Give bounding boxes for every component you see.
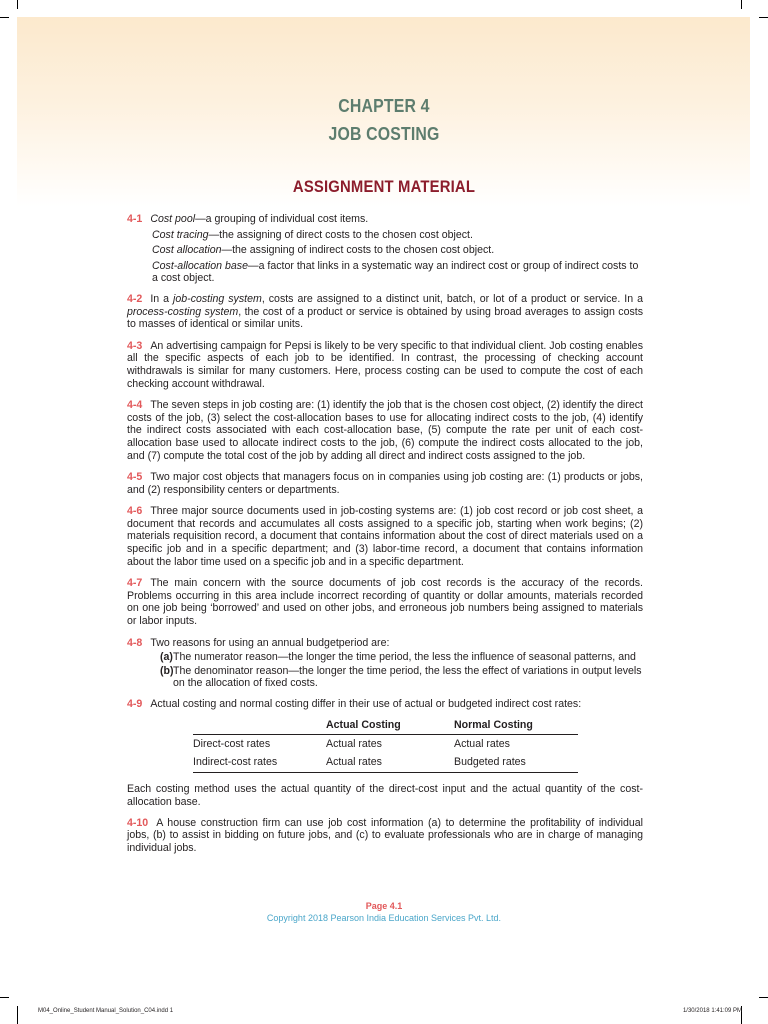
list-label: (a): [160, 651, 173, 664]
term: Cost tracing: [152, 228, 209, 241]
answer-4-3: [127, 340, 643, 390]
question-number: 4-1: [127, 213, 143, 225]
answer-text: The seven steps in job costing are: (1) identify the job that is the chosen cost object, (2) identify the direct costs of the job, (3) select the cost-allocation bases to use for allocating indirect costs to the job, (4) identify the indirect costs associated with each cost-allocation base, (5) compute the rate per unit of each cost-allocation base used to allocate indirect costs to the job, (6) compute the indirect costs allocated to the job, and (7) compute the total cost of the job by adding all direct and indirect costs assigned to the job.: [127, 399, 643, 462]
crop-mark: [17, 0, 18, 9]
question-number: 4-10: [127, 816, 149, 829]
answer-4-6: [127, 505, 643, 568]
question-number: 4-9: [127, 698, 143, 710]
costing-comparison-table: [193, 717, 578, 774]
question-number: 4-5: [127, 471, 143, 484]
definition: —a grouping of individual cost items.: [195, 213, 369, 225]
crop-mark: [759, 997, 768, 998]
question-number: 4-4: [127, 399, 143, 412]
question-number: 4-2: [127, 292, 143, 305]
table-row: [193, 735, 578, 753]
reason-list: [127, 651, 643, 690]
print-slug-timestamp: 1/30/2018 1:41:09 PM: [682, 1008, 742, 1014]
answer-text: Three major source documents used in job-costing systems are: (1) job cost record or job cost sheet, a document that records and accumulates all costs assigned to a specific job, starting when work begins; (2) materials requisition record, a document that contains information about the cost of direct materials used on a specific job and in a specific department; and (3) labor-time record, a document that contains information about the labor time used on a specific job and in a specific department.: [127, 505, 643, 568]
question-number: 4-6: [127, 505, 143, 518]
table-header: Normal Costing: [454, 717, 578, 735]
crop-mark: [0, 997, 9, 998]
print-slug-filename: M04_Online_Student Manual_Solution_C04.indd 1: [38, 1008, 174, 1014]
table-cell: Budgeted rates: [454, 753, 578, 773]
table-cell: Actual rates: [326, 753, 454, 773]
term: job-costing system: [173, 292, 262, 305]
crop-mark: [17, 1006, 18, 1024]
list-text: The numerator reason—the longer the time period, the less the influence of seasonal patterns, and: [173, 651, 636, 664]
definition: —the assigning of indirect costs to the chosen cost object.: [221, 244, 495, 257]
answer-4-5: [127, 471, 643, 496]
table-cell: Direct-cost rates: [193, 738, 271, 751]
list-text: The denominator reason—the longer the time period, the less the effect of variations in output levels on the allocation of fixed costs.: [173, 664, 642, 690]
table-header: [193, 717, 326, 735]
answer-4-9: [127, 698, 643, 809]
answer-4-8: [127, 637, 643, 690]
answer-4-2: [127, 293, 643, 331]
answer-text: Two major cost objects that managers focus on in companies using job costing are: (1) products or jobs, and (2) responsibility centers or departments.: [127, 471, 643, 496]
answer-text: , costs are assigned to a distinct unit, batch, or lot of a product or service. In a: [261, 292, 643, 305]
definition: —a factor that links in a systematic way an indirect cost or group of indirect costs to a cost object.: [152, 259, 639, 285]
answers-content: [127, 213, 643, 863]
answer-text: Two reasons for using an annual budgetperiod are:: [150, 636, 390, 649]
table-cell: Actual rates: [454, 738, 510, 751]
crop-mark: [741, 0, 742, 9]
answer-4-4: [127, 399, 643, 462]
answer-text: Actual costing and normal costing differ in their use of actual or budgeted indirect cost rates:: [150, 698, 582, 710]
list-item: [160, 665, 643, 690]
answer-4-10: [127, 817, 643, 855]
section-title: ASSIGNMENT MATERIAL: [292, 178, 476, 196]
question-number: 4-8: [127, 636, 143, 649]
chapter-subtitle: JOB COSTING: [328, 124, 440, 144]
list-item: [160, 651, 643, 664]
term: Cost pool: [150, 213, 196, 225]
term: process-costing system: [127, 305, 239, 318]
chapter-title: CHAPTER 4: [338, 96, 430, 116]
answer-text: An advertising campaign for Pepsi is likely to be very specific to that individual client. Job costing enables all the specific aspects of each job to be identified. In contrast, the processing of checking account withdrawals is similar for many customers. Here, process costing can be used to compute the cost of each checking account withdrawal.: [127, 339, 643, 390]
answer-text: The main concern with the source documents of job cost records is the accuracy of the records. Problems occurring in this area include incorrect recording of quantity or dollar amounts, materials recorded on one job being ‘borrowed’ and used on other jobs, and erroneous job numbers being assigned to materials or labor inputs.: [127, 577, 643, 628]
page-number: Page 4.1: [365, 901, 403, 911]
table-cell: Indirect-cost rates: [193, 753, 326, 773]
definition-list: [127, 229, 643, 285]
copyright-line: Copyright 2018 Pearson India Education Services Pvt. Ltd.: [266, 913, 502, 923]
table-cell: Actual rates: [326, 738, 382, 751]
list-label: (b): [160, 664, 174, 677]
table-header-row: [193, 717, 578, 735]
answer-text: Each costing method uses the actual quantity of the direct-cost input and the actual quantity of the cost-allocation base.: [127, 783, 643, 808]
table-row: [193, 753, 578, 773]
answer-text: In a: [150, 292, 174, 305]
question-number: 4-3: [127, 339, 143, 352]
term: Cost-allocation base: [152, 259, 248, 272]
answer-text: A house construction firm can use job cost information (a) to determine the profitability of individual jobs, (b) to assist in bidding on future jobs, and (c) to evaluate professionals who are in charge of managing individual jobs.: [127, 816, 643, 854]
answer-4-1: [127, 213, 643, 285]
crop-mark: [0, 17, 9, 18]
question-number: 4-7: [127, 577, 143, 590]
answer-4-7: [127, 577, 643, 627]
answer-text: , the cost of a product or service is obtained by using broad averages to assign costs to masses of identical or similar units.: [127, 305, 643, 331]
crop-mark: [759, 17, 768, 18]
table-header: Actual Costing: [326, 717, 454, 735]
definition: —the assigning of direct costs to the chosen cost object.: [208, 228, 473, 241]
term: Cost allocation: [152, 244, 222, 257]
